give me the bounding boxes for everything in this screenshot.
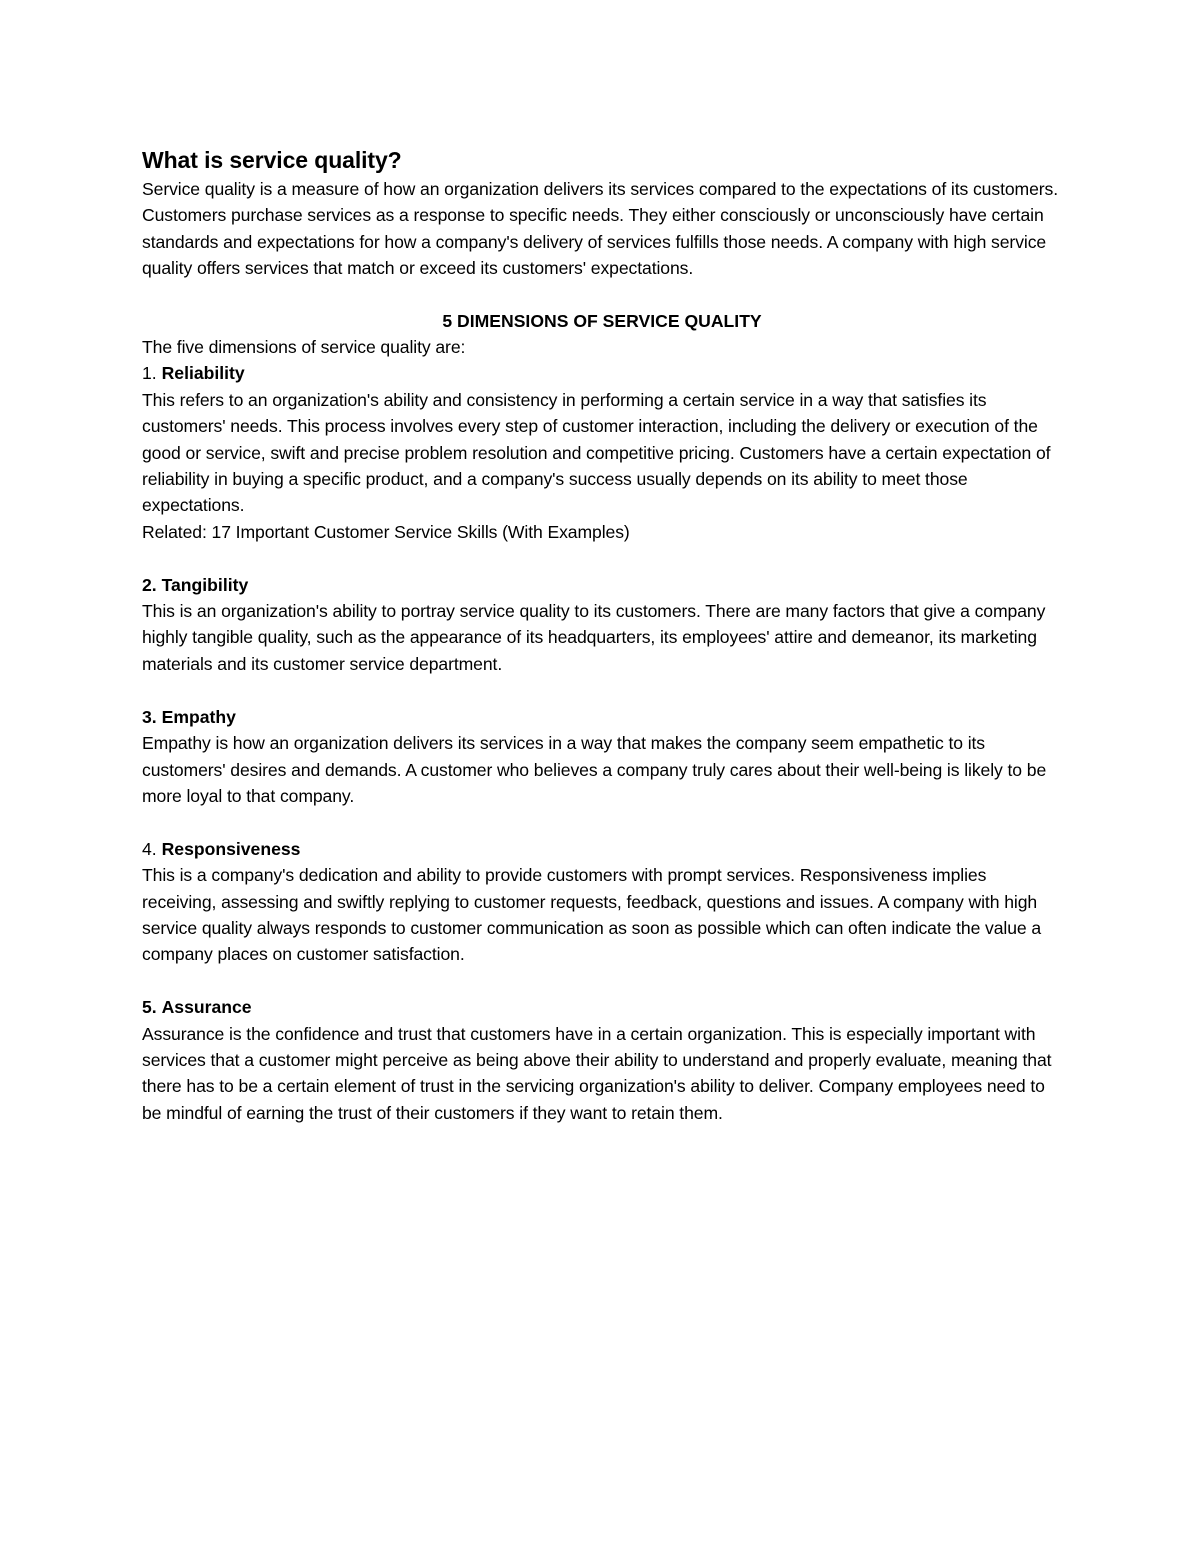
dimension-heading: [142, 572, 1062, 598]
dimension-responsiveness: [142, 836, 1062, 968]
dimension-body: This is an organization's ability to portray service quality to its customers. There are many factors that give a company highly tangible quality, such as the appearance of its headquarters, its employees' attire and demeanor, its marketing materials and its customer service department.: [142, 601, 1046, 674]
dimension-heading: [142, 994, 1062, 1020]
spacer: [142, 809, 1062, 835]
dimension-body: Assurance is the confidence and trust that customers have in a certain organization. This is especially important with services that a customer might perceive as being above their ability to understand and properly evaluate, meaning that there has to be a certain element of trust in the servicing organization's ability to deliver. Company employees need to be mindful of earning the trust of their customers if they want to retain them.: [142, 1023, 1052, 1123]
dimension-heading: [142, 360, 1062, 386]
dimension-body: Empathy is how an organization delivers its services in a way that makes the company seem empathetic to its customers' desires and demands. A customer who believes a company truly cares about their well-being is likely to be more loyal to that company.: [142, 733, 1047, 806]
section-heading: 5 DIMENSIONS OF SERVICE QUALITY: [442, 310, 762, 331]
dimension-reliability: [142, 360, 1062, 545]
document-title: What is service quality?: [142, 147, 402, 173]
dimension-name: Tangibility: [161, 574, 249, 595]
spacer: [142, 968, 1062, 994]
dimension-heading: [142, 836, 1062, 862]
dimension-number: 2.: [142, 574, 157, 595]
spacer: [142, 545, 1062, 571]
dimension-empathy: [142, 704, 1062, 810]
dimension-tangibility: [142, 572, 1062, 678]
dimension-name: Reliability: [161, 363, 245, 384]
dimension-number: 1.: [142, 363, 157, 384]
dimension-number: 3.: [142, 706, 157, 727]
dimension-number: 4.: [142, 838, 157, 859]
spacer: [142, 677, 1062, 703]
dimension-name: Empathy: [161, 706, 236, 727]
document-page: [142, 144, 1062, 1126]
dimension-body: This refers to an organization's ability and consistency in performing a certain service in a way that satisfies its customers' needs. This process involves every step of customer interaction, including the delivery or execution of the good or service, swift and precise problem resolution and competitive pricing. Customers have a certain expectation of reliability in buying a specific product, and a company's success usually depends on its ability to meet those expectations.: [142, 389, 1051, 516]
dimension-body: This is a company's dedication and ability to provide customers with prompt services. Responsiveness implies receiving, assessing and swiftly replying to customer requests, feedback, questions and issues. A company with high service quality always responds to customer communication as soon as possible which can often indicate the value a company places on customer satisfaction.: [142, 865, 1042, 965]
related-link: Related: 17 Important Customer Service Skills (With Examples): [142, 521, 630, 542]
dimension-name: Assurance: [161, 997, 252, 1018]
dimension-assurance: [142, 994, 1062, 1126]
section-intro: The five dimensions of service quality are:: [142, 337, 466, 358]
dimension-heading: [142, 704, 1062, 730]
dimension-name: Responsiveness: [161, 838, 301, 859]
intro-paragraph: Service quality is a measure of how an organization delivers its services compared to the expectations of its customers. Customers purchase services as a response to specific needs. They either consciously or unconsciously have certain standards and expectations for how a company's delivery of services fulfills those needs. A company with high service quality offers services that match or exceed its customers' expectations.: [142, 179, 1059, 279]
dimension-number: 5.: [142, 997, 157, 1018]
